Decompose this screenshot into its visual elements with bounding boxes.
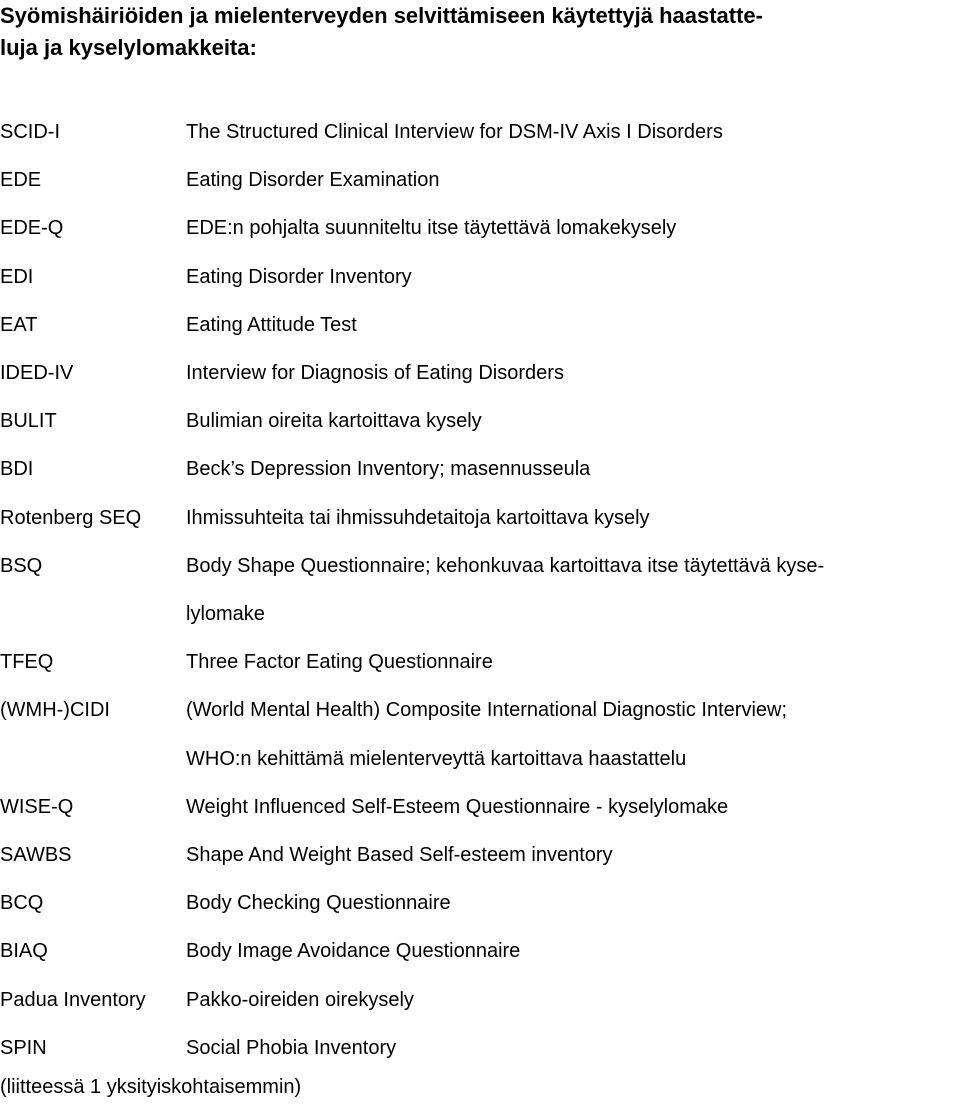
instrument-row [0,253,960,301]
instrument-row [0,301,960,349]
instrument-description: Three Factor Eating Questionnaire [186,651,493,674]
instrument-abbreviation: EDI [0,265,34,288]
instrument-description: Eating Disorder Inventory [186,265,412,288]
instrument-row [0,445,960,493]
instrument-abbreviation: BCQ [0,892,44,915]
instrument-description: Body Image Avoidance Questionnaire [186,940,521,963]
instrument-list [0,108,960,1072]
instrument-description: Pakko-oireiden oirekysely [186,988,414,1011]
instrument-abbreviation: BULIT [0,410,57,433]
instrument-abbreviation: TFEQ [0,651,54,674]
title-line-2: luja ja kyselylomakkeita: [0,35,257,60]
instrument-abbreviation: SCID-I [0,121,60,143]
instrument-row [0,1024,960,1072]
instrument-abbreviation: EDE-Q [0,217,64,240]
instrument-description: Eating Disorder Examination [186,169,440,192]
instrument-description: Shape And Weight Based Self-esteem inventory [186,844,613,867]
instrument-row [0,831,960,879]
instrument-row [0,494,960,542]
instrument-description: EDE:n pohjalta suunniteltu itse täytettävä lomakekysely [186,217,677,240]
instrument-abbreviation: SPIN [0,1036,47,1059]
instrument-row [0,204,960,252]
instrument-row [0,783,960,831]
instrument-abbreviation: WISE-Q [0,795,74,818]
instrument-abbreviation: Padua Inventory [0,988,146,1011]
instrument-description: The Structured Clinical Interview for DSM-IV Axis I Disorders [186,121,723,143]
instrument-abbreviation: EDE [0,169,42,192]
instrument-row [0,397,960,445]
instrument-abbreviation: (WMH-)CIDI [0,699,110,722]
instrument-description: Weight Influenced Self-Esteem Questionnaire - kyselylomake [186,795,729,818]
instrument-row [0,976,960,1024]
instrument-abbreviation: BSQ [0,554,43,577]
instrument-row [0,686,960,782]
appendix-note: (liitteessä 1 yksityiskohtaisemmin) [0,1076,302,1098]
instrument-description: Ihmissuhteita tai ihmissuhdetaitoja kartoittava kysely [186,506,650,529]
instrument-description: (World Mental Health) Composite International Diagnostic Interview; WHO:n kehittämä mielenterveyttä kartoittava haastattelu [186,699,788,770]
instrument-row [0,542,960,638]
instrument-row [0,879,960,927]
title-line-1: Syömishäiriöiden ja mielenterveyden selvittämiseen käytettyjä haastatte- [0,3,763,28]
instrument-row [0,349,960,397]
instrument-description: Interview for Diagnosis of Eating Disorders [186,362,564,385]
instrument-description: Body Checking Questionnaire [186,892,451,915]
instrument-abbreviation: Rotenberg SEQ [0,506,142,529]
instrument-row [0,638,960,686]
instrument-abbreviation: EAT [0,313,38,336]
instrument-abbreviation: IDED-IV [0,362,74,385]
instrument-abbreviation: SAWBS [0,844,72,867]
instrument-abbreviation: BDI [0,458,34,481]
instrument-abbreviation: BIAQ [0,940,48,963]
instrument-row [0,108,960,156]
instrument-description: Eating Attitude Test [186,313,357,336]
instrument-row [0,927,960,975]
instrument-description: Social Phobia Inventory [186,1036,397,1059]
instrument-row [0,156,960,204]
page-title [0,0,950,64]
instrument-description: Body Shape Questionnaire; kehonkuvaa kartoittava itse täytettävä kyse- lylomake [186,554,825,626]
instrument-description: Bulimian oireita kartoittava kysely [186,410,482,433]
instrument-description: Beck’s Depression Inventory; masennusseula [186,458,591,481]
